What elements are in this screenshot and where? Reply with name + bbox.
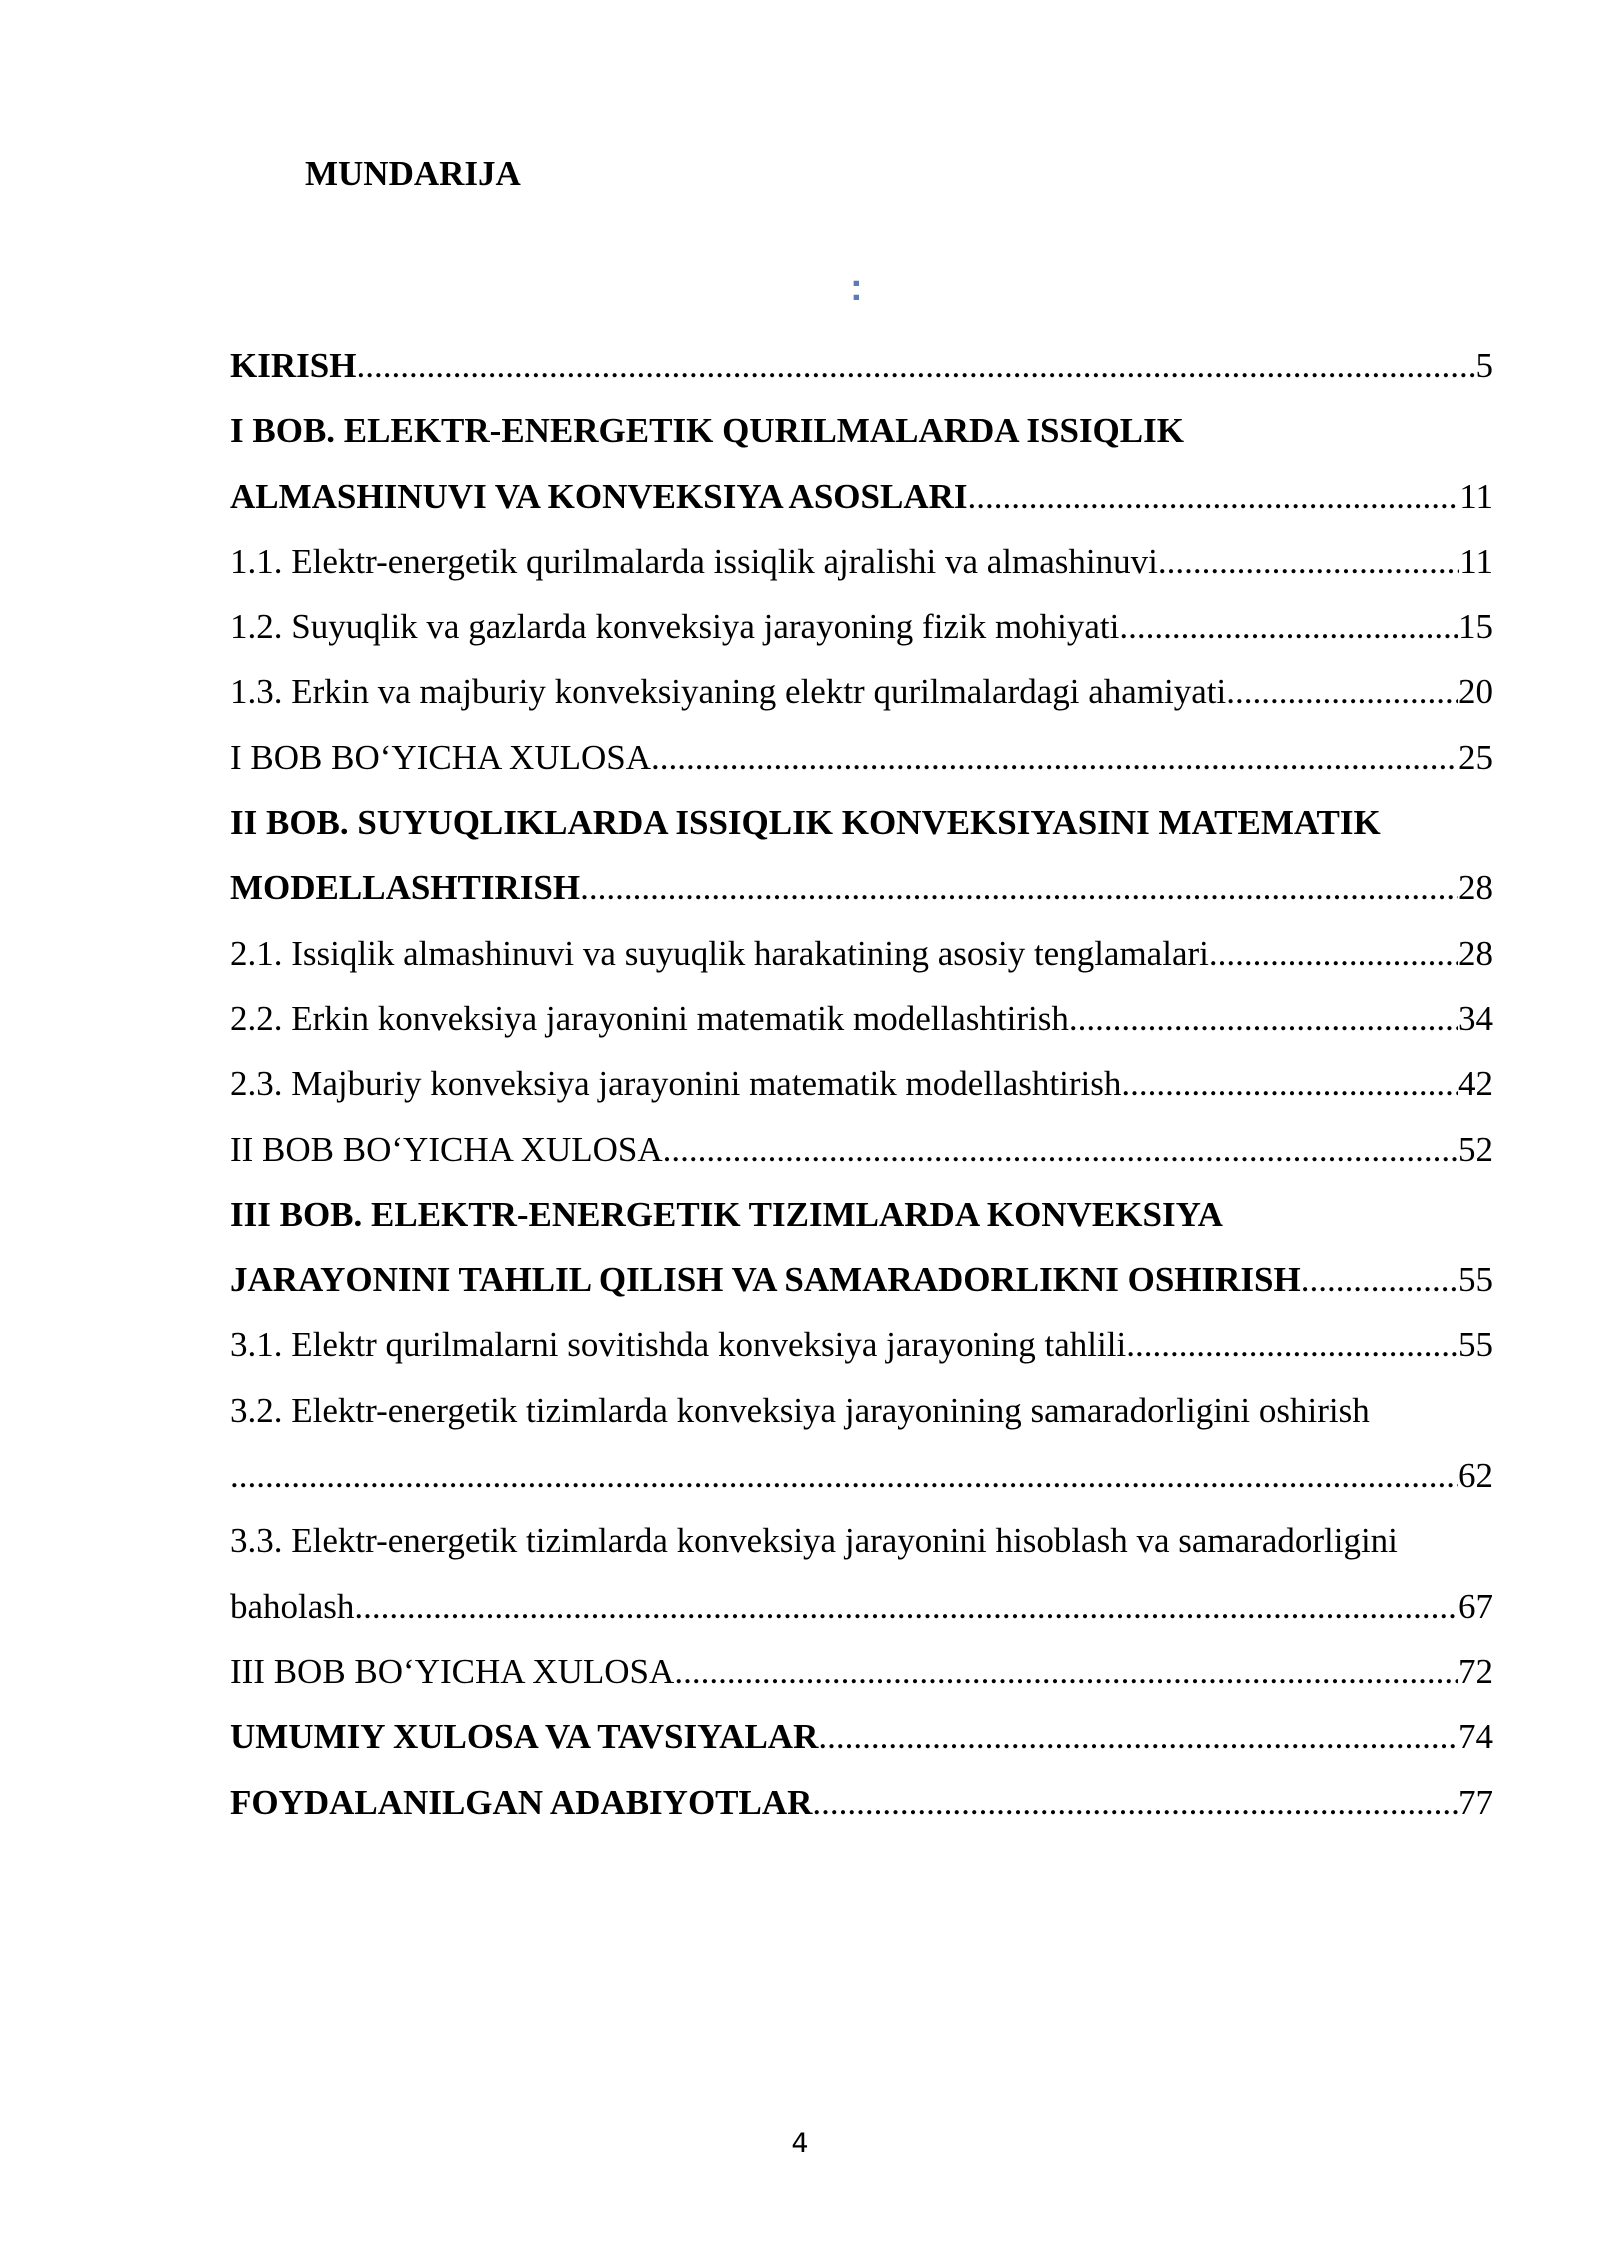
toc-entry-section-3-3-cont[interactable]: [230, 1574, 1493, 1639]
toc-entry-references[interactable]: [230, 1770, 1493, 1835]
toc-page-number: 5: [1475, 346, 1493, 385]
toc-entry-title: I BOB. ELEKTR-ENERGETIK QURILMALARDA ISSIQLIK: [230, 411, 1184, 451]
toc-page-number: 72: [1458, 1651, 1493, 1691]
toc-entry-chapter-3-heading[interactable]: [230, 1182, 1493, 1247]
toc-entry-section-1-3[interactable]: [230, 659, 1493, 724]
toc-entry-section-1-2[interactable]: [230, 594, 1493, 659]
toc-entry-section-2-3[interactable]: [230, 1051, 1493, 1116]
toc-page-number: 77: [1458, 1782, 1493, 1822]
toc-entry-general-conclusion[interactable]: [230, 1704, 1493, 1769]
toc-entry-chapter-1-heading-cont[interactable]: [230, 464, 1493, 529]
toc-page-number: 62: [1458, 1456, 1493, 1496]
toc-entry-title: 2.2. Erkin konveksiya jarayonini matematik modellashtirish: [230, 998, 1069, 1038]
toc-entry-chapter-1-conclusion[interactable]: [230, 725, 1493, 790]
toc-entry-title: ALMASHINUVI VA KONVEKSIYA ASOSLARI: [230, 476, 968, 516]
page-title: MUNDARIJA: [305, 154, 521, 193]
toc-entry-title: II BOB BO‘YICHA XULOSA: [230, 1129, 663, 1169]
colon-marker: :: [850, 267, 863, 309]
toc-entry-title: II BOB. SUYUQLIKLARDA ISSIQLIK KONVEKSIYASINI MATEMATIK: [230, 803, 1381, 843]
toc-page-number: 28: [1458, 868, 1493, 908]
toc-page-number: 34: [1458, 998, 1493, 1038]
toc-entry-title: 3.2. Elektr-energetik tizimlarda konveksiya jarayonining samaradorligini oshirish: [230, 1390, 1370, 1430]
dot-leader: [663, 1117, 1458, 1182]
dot-leader: [1121, 1051, 1458, 1116]
dot-leader: [812, 1770, 1458, 1835]
toc-page-number: 55: [1458, 1260, 1493, 1300]
dot-leader: [354, 1574, 1458, 1639]
toc-entry-section-3-3[interactable]: [230, 1508, 1493, 1573]
toc-entry-title: 1.1. Elektr-energetik qurilmalarda issiqlik ajralishi va almashinuvi: [230, 541, 1158, 581]
dot-leader: [1126, 1312, 1458, 1377]
toc-page-number: 52: [1458, 1129, 1493, 1169]
dot-leader: [651, 725, 1458, 790]
toc-page-number: 28: [1458, 933, 1493, 973]
toc-entry-chapter-3-conclusion[interactable]: [230, 1639, 1493, 1704]
dot-leader: [230, 1443, 1458, 1508]
toc-entry-title: 3.1. Elektr qurilmalarni sovitishda konveksiya jarayoning tahlili: [230, 1325, 1127, 1365]
toc-entry-title: 2.1. Issiqlik almashinuvi va suyuqlik harakatining asosiy tenglamalari: [230, 933, 1209, 973]
toc-entry-title: baholash: [230, 1586, 355, 1626]
dot-leader: [1069, 986, 1458, 1051]
table-of-contents: [230, 333, 1493, 1835]
toc-page-number: 20: [1458, 672, 1493, 712]
toc-entry-title: 1.3. Erkin va majburiy konveksiyaning elektr qurilmalardagi ahamiyati: [230, 672, 1227, 712]
toc-entry-title: KIRISH: [230, 346, 357, 385]
toc-entry-title: III BOB BO‘YICHA XULOSA: [230, 1651, 675, 1691]
dot-leader: [968, 464, 1460, 529]
toc-entry-title: 2.3. Majburiy konveksiya jarayonini matematik modellashtirish: [230, 1064, 1122, 1104]
toc-page-number: 15: [1458, 607, 1493, 647]
toc-page-number: 11: [1459, 541, 1493, 581]
toc-entry-title: III BOB. ELEKTR-ENERGETIK TIZIMLARDA KONVEKSIYA: [230, 1194, 1223, 1234]
toc-entry-chapter-2-conclusion[interactable]: [230, 1117, 1493, 1182]
toc-page-number: 67: [1458, 1586, 1493, 1626]
toc-page-number: 25: [1458, 737, 1493, 777]
toc-entry-title: 3.3. Elektr-energetik tizimlarda konveksiya jarayonini hisoblash va samaradorligini: [230, 1521, 1398, 1561]
toc-entry-introduction[interactable]: [230, 333, 1493, 398]
toc-page-number: 42: [1458, 1064, 1493, 1104]
toc-entry-section-1-1[interactable]: [230, 529, 1493, 594]
dot-leader: [1119, 594, 1458, 659]
toc-entry-chapter-1-heading[interactable]: [230, 398, 1493, 463]
toc-entry-section-3-1[interactable]: [230, 1312, 1493, 1377]
toc-entry-chapter-2-heading-cont[interactable]: [230, 855, 1493, 920]
dot-leader: [818, 1704, 1458, 1769]
toc-entry-title: FOYDALANILGAN ADABIYOTLAR: [230, 1782, 813, 1822]
dot-leader: [580, 855, 1458, 920]
toc-entry-section-3-2[interactable]: [230, 1378, 1493, 1443]
dot-leader: [674, 1639, 1458, 1704]
dot-leader: [1301, 1247, 1458, 1312]
toc-page-number: 74: [1458, 1717, 1493, 1757]
dot-leader: [1226, 659, 1458, 724]
toc-entry-title: JARAYONINI TAHLIL QILISH VA SAMARADORLIKNI OSHIRISH: [230, 1260, 1301, 1300]
toc-entry-section-2-2[interactable]: [230, 986, 1493, 1051]
dot-leader: [1209, 921, 1458, 986]
toc-entry-chapter-2-heading[interactable]: [230, 790, 1493, 855]
toc-entry-chapter-3-heading-cont[interactable]: [230, 1247, 1493, 1312]
toc-entry-title: I BOB BO‘YICHA XULOSA: [230, 737, 651, 777]
dot-leader: [1158, 529, 1459, 594]
toc-entry-title: UMUMIY XULOSA VA TAVSIYALAR: [230, 1717, 819, 1757]
toc-entry-section-2-1[interactable]: [230, 921, 1493, 986]
toc-page-number: 11: [1459, 476, 1493, 516]
toc-entry-title: MODELLASHTIRISH: [230, 868, 581, 908]
page-number: 4: [791, 2128, 809, 2159]
toc-page-number: 55: [1458, 1325, 1493, 1365]
toc-entry-title: 1.2. Suyuqlik va gazlarda konveksiya jarayoning fizik mohiyati: [230, 607, 1120, 647]
toc-entry-section-3-2-cont[interactable]: [230, 1443, 1493, 1508]
dot-leader: [356, 333, 1475, 398]
